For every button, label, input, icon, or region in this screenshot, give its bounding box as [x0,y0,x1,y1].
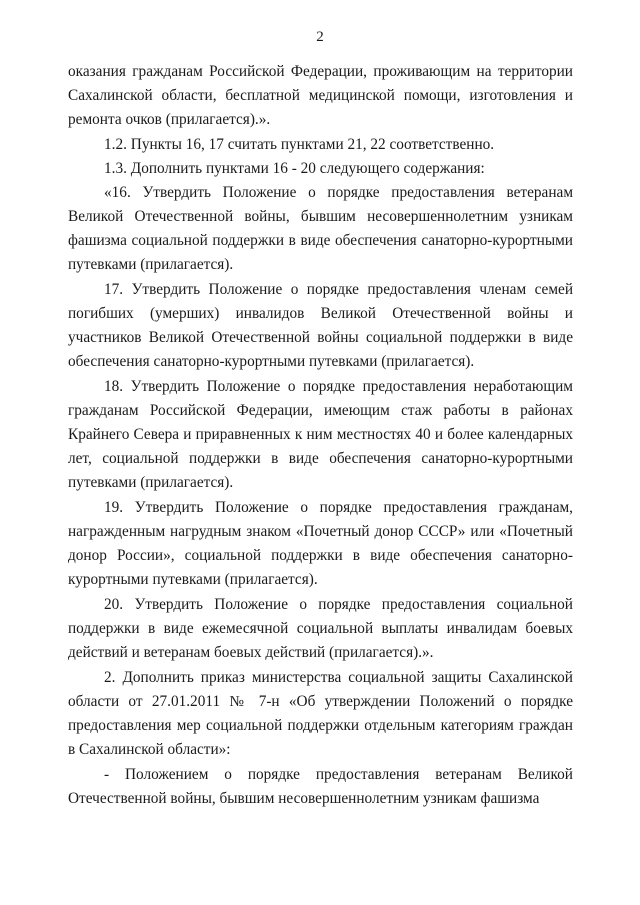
paragraph-1-2: 1.2. Пункты 16, 17 считать пунктами 21, 22 соответственно. [104,136,495,153]
page-number: 2 [316,29,324,45]
paragraph-2: 2. Дополнить приказ министерства социальной защиты Сахалинской области от 27.01.2011 № 7-н «Об утверждении Положений о порядке предоставления мер социальной поддержки отдельным категориям граждан в Сахалинской области»: [68,669,573,758]
paragraph-1-3: 1.3. Дополнить пунктами 16 - 20 следующего содержания: [104,160,485,177]
paragraph-continuation: оказания гражданам Российской Федерации, проживающим на территории Сахалинской области, бесплатной медицинской помощи, изготовления и ремонта очков (прилагается).». [68,63,573,128]
paragraph-item-17: 17. Утвердить Положение о порядке предоставления членам семей погибших (умерших) инвалидов Великой Отечественной войны и участников Великой Отечественной войны социальной поддержки в виде обеспечения санаторно-курортными путевками (прилагается). [68,281,573,370]
paragraph-item-16: «16. Утвердить Положение о порядке предоставления ветеранам Великой Отечественной войны, бывшим несовершеннолетним узникам фашизма социальной поддержки в виде обеспечения санаторно-курортными путевками (прилагается). [68,184,573,273]
paragraph-item-18: 18. Утвердить Положение о порядке предоставления неработающим гражданам Российской Федерации, имеющим стаж работы в районах Крайнего Севера и приравненных к ним местностях 40 и более календарных лет, социальной поддержки в виде обеспечения санаторно-курортными путевками (прилагается). [68,378,573,491]
document-body [68,60,573,811]
paragraph-bullet: - Положением о порядке предоставления ветеранам Великой Отечественной войны, бывшим несовершеннолетним узникам фашизма [68,766,573,807]
paragraph-item-20: 20. Утвердить Положение о порядке предоставления социальной поддержки в виде ежемесячной социальной выплаты инвалидам боевых действий и ветеранам боевых действий (прилагается).». [68,596,573,661]
paragraph-item-19: 19. Утвердить Положение о порядке предоставления гражданам, награжденным нагрудным знаком «Почетный донор СССР» или «Почетный донор России», социальной поддержки в виде обеспечения санаторно-курортными путевками (прилагается). [68,499,573,588]
